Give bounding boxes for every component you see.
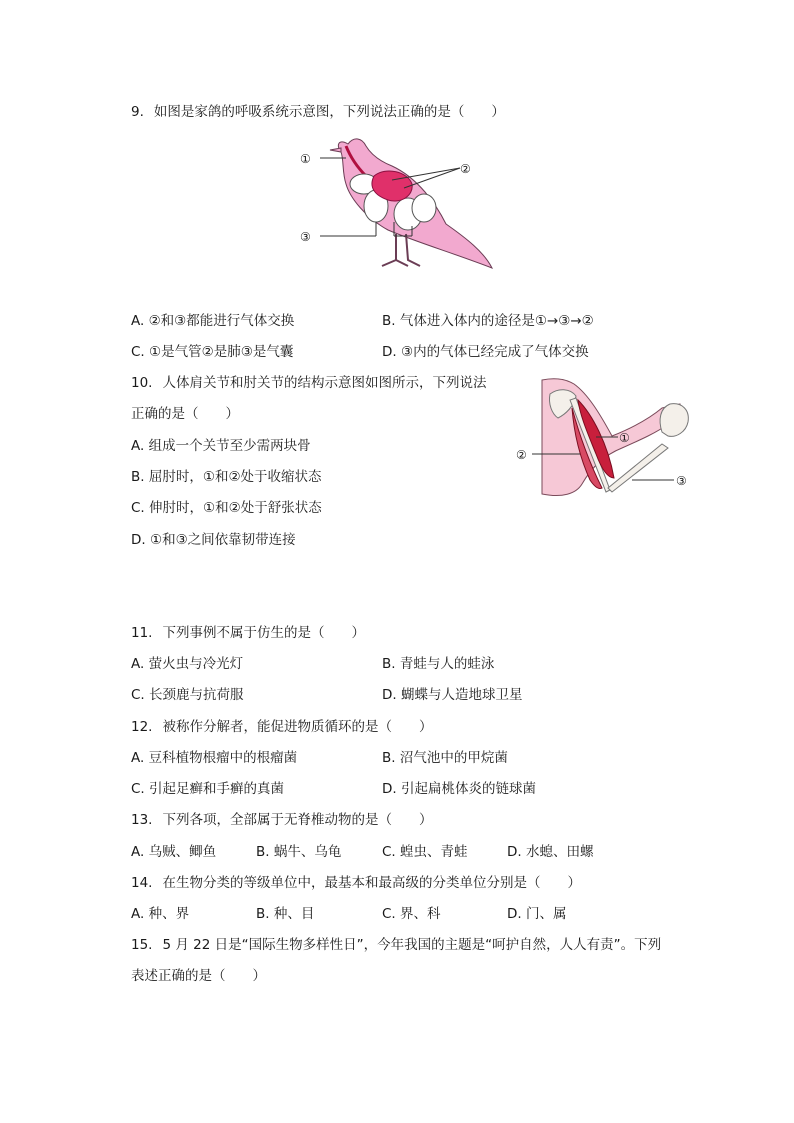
q13-text: 下列各项，全部属于无脊椎动物的是（ ） — [162, 812, 433, 828]
q15-text: 5 月 22 日是“国际生物多样性日”，今年我国的主题是“呵护自然，人人有责”。下列 — [162, 937, 662, 953]
q14-option-a: A. 种、界 — [131, 906, 190, 922]
q12-option-b: B. 沼气池中的甲烷菌 — [382, 750, 508, 766]
q11-stem — [131, 623, 365, 643]
q9-stem — [131, 102, 505, 122]
q10-option-d: D. ①和③之间依靠韧带连接 — [131, 532, 296, 548]
q12-option-c: C. 引起足癣和手癣的真菌 — [131, 781, 285, 797]
q12-text: 被称作分解者，能促进物质循环的是（ ） — [162, 719, 433, 735]
q11-option-a: A. 萤火虫与冷光灯 — [131, 656, 244, 672]
q15-number: 15. — [131, 937, 153, 953]
q14-stem — [131, 873, 581, 893]
fig9-label-1: ① — [300, 152, 311, 166]
q15-stem-line1 — [131, 935, 661, 955]
q11-option-c: C. 长颈鹿与抗荷服 — [131, 687, 244, 703]
q12-option-a: A. 豆科植物根瘤中的根瘤菌 — [131, 750, 298, 766]
q11-option-d: D. 蝴蝶与人造地球卫星 — [382, 687, 523, 703]
q10-stem-line2: 正确的是（ ） — [131, 406, 239, 422]
q13-number: 13. — [131, 812, 153, 828]
q12-stem — [131, 717, 432, 737]
fig9-label-2: ② — [460, 162, 471, 176]
q9-option-b: B. 气体进入体内的途径是①→③→② — [382, 313, 594, 329]
fig10-label-1: ① — [619, 431, 630, 445]
q9-option-d: D. ③内的气体已经完成了气体交换 — [382, 344, 589, 360]
fig10-label-3: ③ — [676, 474, 687, 488]
q13-option-d: D. 水螅、田螺 — [507, 844, 594, 860]
q13-stem — [131, 810, 432, 830]
q14-option-d: D. 门、属 — [507, 906, 567, 922]
q13-option-c: C. 蝗虫、青蛙 — [382, 844, 468, 860]
fig9-label-3: ③ — [300, 230, 311, 244]
q12-option-d: D. 引起扁桃体炎的链球菌 — [382, 781, 536, 797]
q10-option-a: A. 组成一个关节至少需两块骨 — [131, 438, 311, 454]
q14-option-c: C. 界、科 — [382, 906, 441, 922]
q11-option-b: B. 青蛙与人的蛙泳 — [382, 656, 495, 672]
q9-text: 如图是家鸽的呼吸系统示意图，下列说法正确的是（ ） — [153, 104, 505, 120]
q9-option-a: A. ②和③都能进行气体交换 — [131, 313, 295, 329]
hand — [660, 404, 688, 437]
arm-joint-figure — [512, 374, 697, 514]
q9-number: 9. — [131, 104, 144, 120]
q14-option-b: B. 种、目 — [256, 906, 315, 922]
pigeon-beak — [330, 148, 341, 152]
q13-option-a: A. 乌贼、鲫鱼 — [131, 844, 217, 860]
q14-text: 在生物分类的等级单位中，最基本和最高级的分类单位分别是（ ） — [162, 875, 581, 891]
q10-number: 10. — [131, 375, 153, 391]
q13-option-b: B. 蜗牛、乌龟 — [256, 844, 342, 860]
pigeon-respiratory-figure — [296, 126, 501, 276]
q10-option-c: C. 伸肘时，①和②处于舒张状态 — [131, 500, 322, 516]
q11-number: 11. — [131, 625, 153, 641]
q9-option-c: C. ①是气管②是肺③是气囊 — [131, 344, 294, 360]
q15-stem-line2: 表述正确的是（ ） — [131, 968, 266, 984]
q11-text: 下列事例不属于仿生的是（ ） — [162, 625, 365, 641]
q10-text: 人体肩关节和肘关节的结构示意图如图所示，下列说法 — [162, 375, 487, 391]
fig10-label-2: ② — [516, 448, 527, 462]
q10-option-b: B. 屈肘时，①和②处于收缩状态 — [131, 469, 322, 485]
q12-number: 12. — [131, 719, 153, 735]
q10-stem-line1 — [131, 373, 486, 393]
q14-number: 14. — [131, 875, 153, 891]
air-sac — [412, 194, 436, 222]
forearm-bones — [608, 444, 668, 492]
